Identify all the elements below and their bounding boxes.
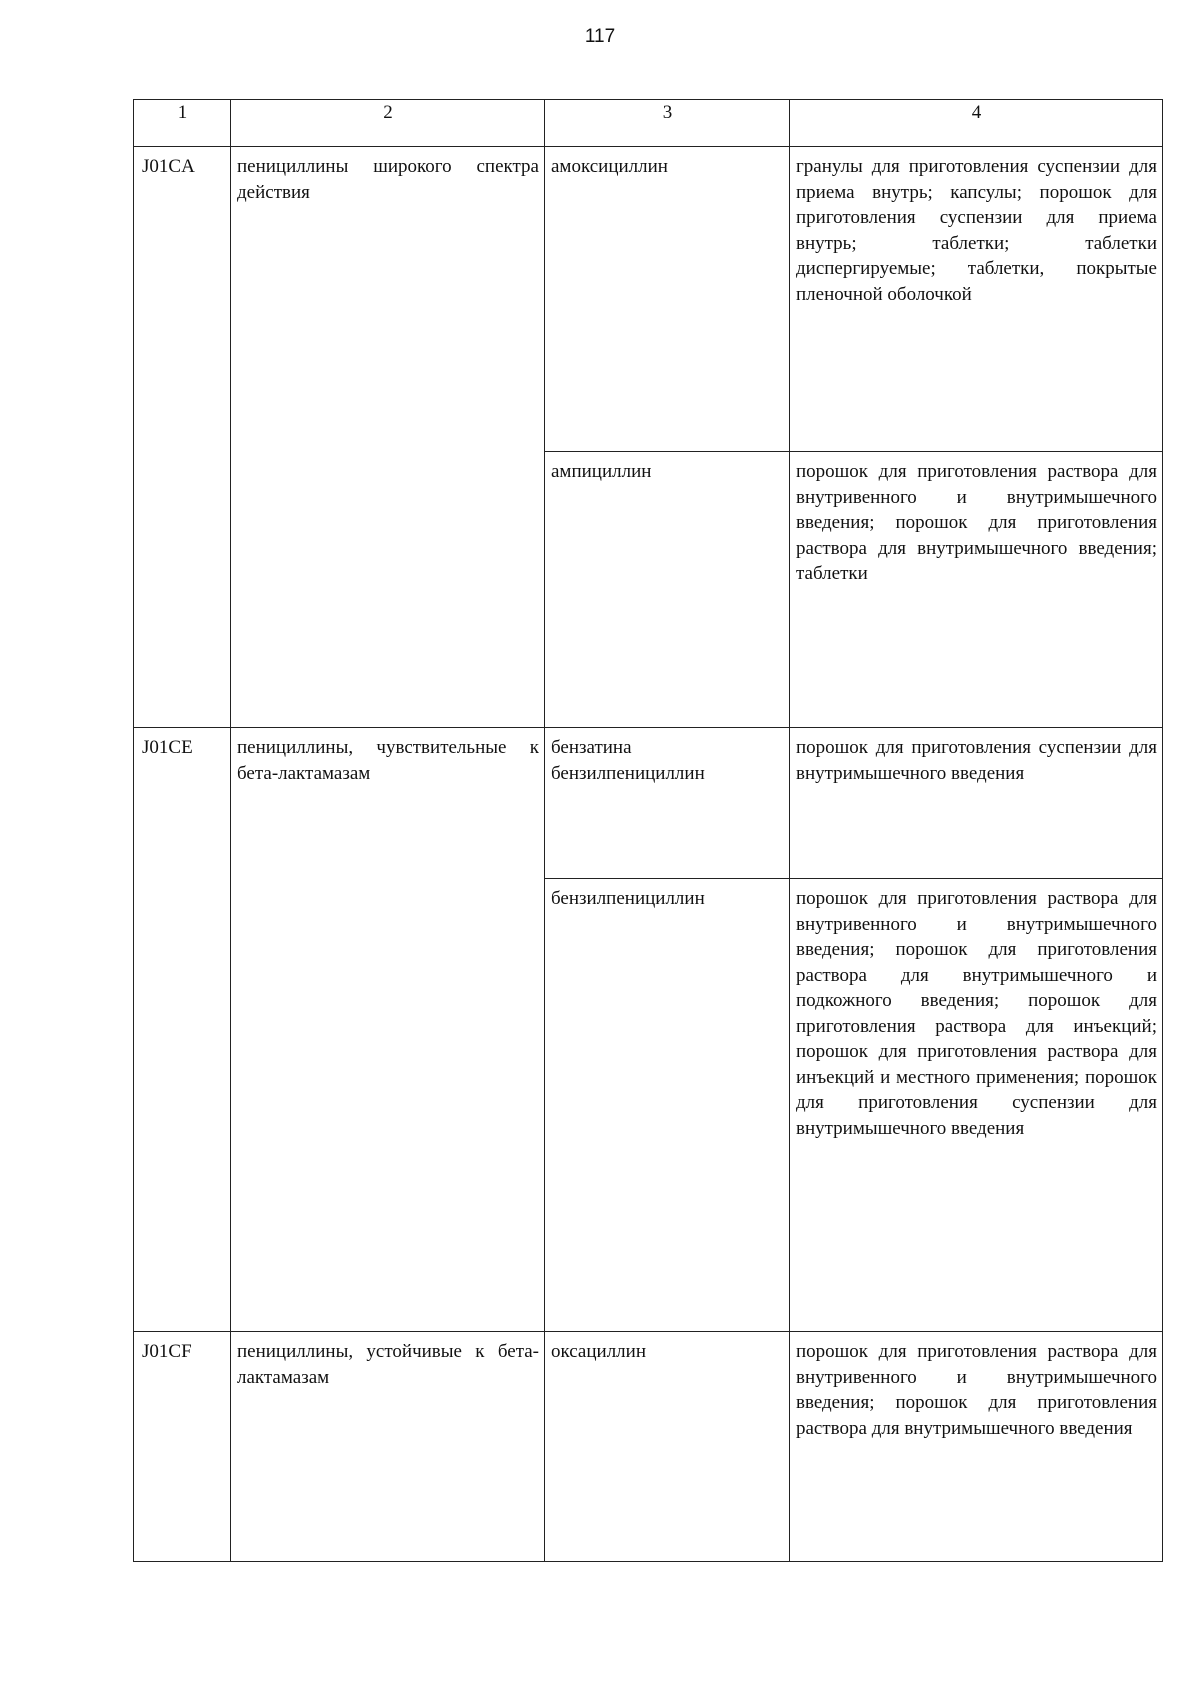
- page-number: 117: [584, 26, 616, 47]
- drug-name-cell: амоксициллин: [545, 147, 790, 452]
- drug-table: [133, 99, 1163, 1562]
- group-name-cell: пенициллины широкого спектра действия: [231, 147, 545, 728]
- table-header-row: [134, 100, 1163, 147]
- atc-code-cell: J01CF: [134, 1332, 231, 1562]
- drug-name-cell: бензатина бензилпенициллин: [545, 728, 790, 879]
- column-header-3: 3: [545, 100, 790, 147]
- column-header-4: 4: [790, 100, 1163, 147]
- drug-name-cell: ампициллин: [545, 452, 790, 728]
- column-header-2: 2: [231, 100, 545, 147]
- dosage-forms-cell: порошок для приготовления раствора для внутривенного и внутримышечного введения; порошок для приготовления раствора для внутримышечного введения: [790, 1332, 1163, 1562]
- dosage-forms-cell: порошок для приготовления раствора для внутривенного и внутримышечного введения; порошок для приготовления раствора для внутримышечного и подкожного введения; порошок для приготовления раствора для инъекций; порошок для приготовления раствора для инъекций и местного применения; порошок для приготовления суспензии для внутримышечного введения: [790, 879, 1163, 1332]
- drug-name-cell: бензилпенициллин: [545, 879, 790, 1332]
- dosage-forms-cell: порошок для приготовления раствора для внутривенного и внутримышечного введения; порошок для приготовления раствора для внутримышечного введения; таблетки: [790, 452, 1163, 728]
- atc-code-cell: J01CA: [134, 147, 231, 728]
- column-header-1: 1: [134, 100, 231, 147]
- dosage-forms-cell: гранулы для приготовления суспензии для приема внутрь; капсулы; порошок для приготовления суспензии для приема внутрь; таблетки; таблетки диспергируемые; таблетки, покрытые пленочной оболочкой: [790, 147, 1163, 452]
- dosage-forms-cell: порошок для приготовления суспензии для внутримышечного введения: [790, 728, 1163, 879]
- table-row: [134, 728, 1163, 879]
- drug-name-cell: оксациллин: [545, 1332, 790, 1562]
- table-row: [134, 147, 1163, 452]
- table-row: [134, 1332, 1163, 1562]
- atc-code-cell: J01CE: [134, 728, 231, 1332]
- group-name-cell: пенициллины, чувствительные к бета-лактамазам: [231, 728, 545, 1332]
- group-name-cell: пенициллины, устойчивые к бета-лактамазам: [231, 1332, 545, 1562]
